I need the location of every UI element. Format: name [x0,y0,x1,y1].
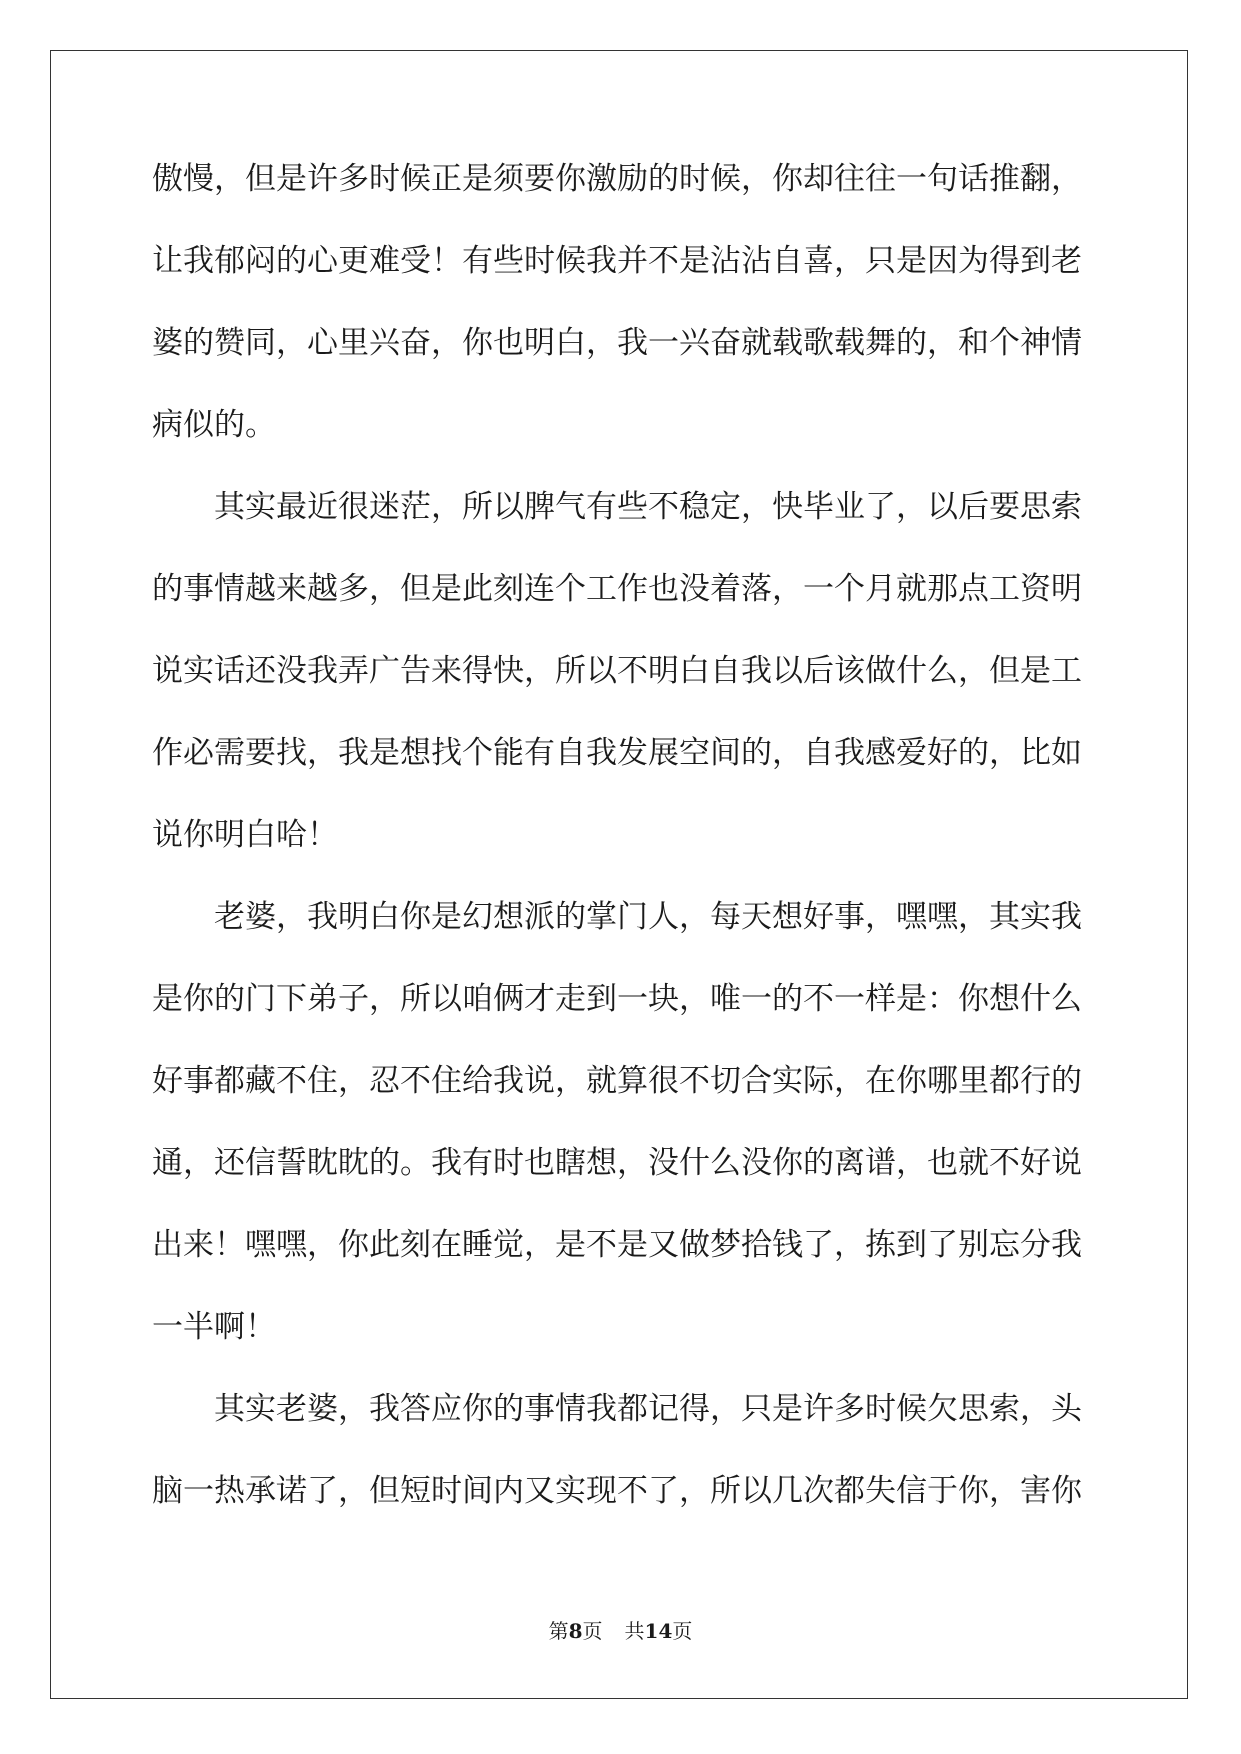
total-suffix: 页 [672,1619,693,1643]
page-suffix: 页 [582,1619,603,1643]
text-line: 说你明白哈！ [152,817,338,853]
document-body [152,155,1084,1549]
text-line: 的事情越来越多，但是此刻连个工作也没着落，一个月就那点工资明 [152,571,1082,607]
text-line: 说实话还没我弄广告来得快，所以不明白自我以后该做什么，但是工 [152,653,1082,689]
text-line: 通，还信誓眈眈的。我有时也瞎想，没什么没你的离谱，也就不好说 [152,1145,1082,1181]
text-line: 让我郁闷的心更难受！有些时候我并不是沾沾自喜，只是因为得到老 [152,243,1082,279]
text-line: 其实最近很迷茫，所以脾气有些不稳定，快毕业了，以后要思索 [152,489,1082,525]
text-line: 病似的。 [152,407,276,443]
text-line: 老婆，我明白你是幻想派的掌门人，每天想好事，嘿嘿，其实我 [152,899,1082,935]
text-line: 作必需要找，我是想找个能有自我发展空间的，自我感爱好的，比如 [152,735,1082,771]
text-line: 婆的赞同，心里兴奋，你也明白，我一兴奋就载歌载舞的，和个神情 [152,325,1082,361]
text-line: 是你的门下弟子，所以咱俩才走到一块，唯一的不一样是：你想什么 [152,981,1082,1017]
text-line: 出来！嘿嘿，你此刻在睡觉，是不是又做梦拾钱了，拣到了别忘分我 [152,1227,1082,1263]
page-number: 8 [568,1619,583,1643]
text-line: 傲慢，但是许多时候正是须要你激励的时候，你却往往一句话推翻， [152,161,1082,197]
text-line: 其实老婆，我答应你的事情我都记得，只是许多时候欠思索，头 [152,1391,1082,1427]
total-prefix: 共 [624,1619,645,1643]
text-line: 脑一热承诺了，但短时间内又实现不了，所以几次都失信于你，害你 [152,1473,1082,1509]
text-line: 好事都藏不住，忍不住给我说，就算很不切合实际，在你哪里都行的 [152,1063,1082,1099]
text-line: 一半啊！ [152,1309,276,1345]
page-footer [0,1616,1241,1646]
total-pages: 14 [644,1619,673,1643]
page-prefix: 第 [548,1619,569,1643]
